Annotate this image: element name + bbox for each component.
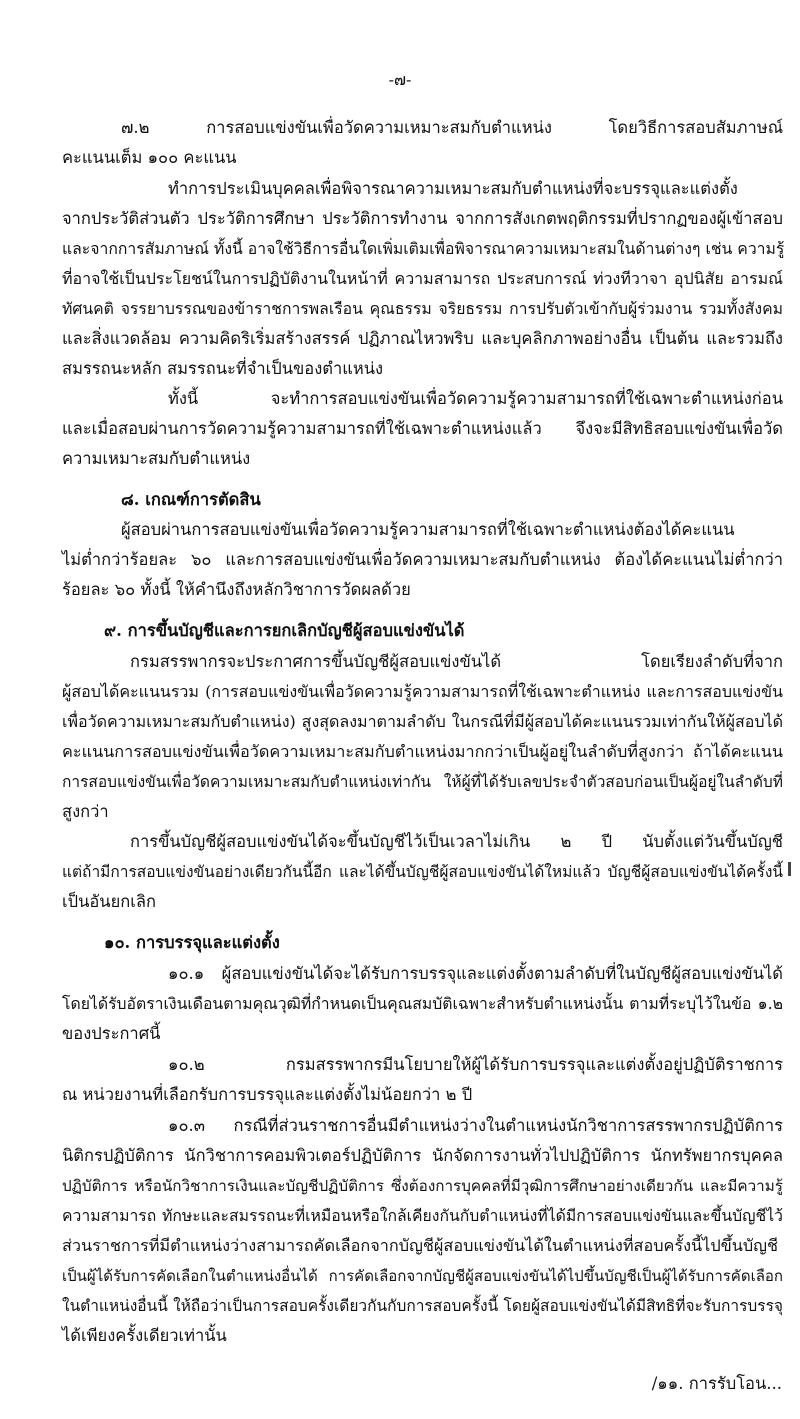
paragraph-line: ๑๐.๓ กรณีที่ส่วนราชการอื่นมีตำแหน่งว่างในตำแหน่งนักวิชาการสรรพากรปฏิบัติการ — [168, 1116, 783, 1135]
margin-mark — [788, 862, 791, 876]
paragraph-line: การขึ้นบัญชีผู้สอบแข่งขันได้จะขึ้นบัญชีไว้เป็นเวลาไม่เกิน ๒ ปี นับตั้งแต่วันขึ้นบัญชี — [130, 832, 783, 851]
paragraph-line: การสอบแข่งขันเพื่อวัดความเหมาะสมกับตำแหน่งเท่ากัน ให้ผู้ที่ได้รับเลขประจำตัวสอบก่อนเป็นผู้อยู่ในลำดับที่ — [62, 773, 783, 791]
paragraph-line: ผู้สอบผ่านการสอบแข่งขันเพื่อวัดความรู้ความสามารถที่ใช้เฉพาะตำแหน่งต้องได้คะแนน — [121, 520, 735, 539]
section-7-2-title-line: ๗.๒ การสอบแข่งขันเพื่อวัดความเหมาะสมกับตำแหน่ง โดยวิธีการสอบสัมภาษณ์ — [121, 118, 783, 137]
paragraph-line: เป็นอันยกเลิก — [62, 892, 156, 911]
paragraph-line: ปฏิบัติการ หรือนักวิชาการเงินและบัญชีปฏิบัติการ ซึ่งต้องการบุคคลที่มีวุฒิการศึกษาอย่างเดียวกัน และมีความรู้ — [62, 1177, 783, 1195]
paragraph-line: ๑๐.๑ ผู้สอบแข่งขันได้จะได้รับการบรรจุและแต่งตั้งตามลำดับที่ในบัญชีผู้สอบแข่งขันได้ — [168, 964, 783, 983]
paragraph-line: สมรรถนะหลัก สมรรถนะที่จำเป็นของตำแหน่ง — [62, 359, 384, 378]
paragraph-line: เป็นผู้ได้รับการคัดเลือกในตำแหน่งอื่นได้ การคัดเลือกจากบัญชีผู้สอบแข่งขันได้ไปขึ้นบัญชีเป็นผู้ได้รับการคัดเลือก — [62, 1267, 783, 1285]
section-7-2-score-line: คะแนนเต็ม ๑๐๐ คะแนน — [62, 148, 237, 167]
paragraph-line: ร้อยละ ๖๐ ทั้งนี้ ให้คำนึงถึงหลักวิชาการวัดผลด้วย — [62, 580, 411, 599]
paragraph-line: กรมสรรพากรจะประกาศการขึ้นบัญชีผู้สอบแข่งขันได้ โดยเรียงลำดับที่จาก — [130, 652, 783, 671]
paragraph-line: ทำการประเมินบุคคลเพื่อพิจารณาความเหมาะสมกับตำแหน่งที่จะบรรจุและแต่งตั้ง — [168, 179, 738, 198]
continuation-footer: /๑๑. การรับโอน... — [651, 1374, 782, 1393]
paragraph-line: ส่วนราชการที่มีตำแหน่งว่างสามารถคัดเลือกจากบัญชีผู้สอบแข่งขันได้ในตำแหน่งที่สอบครั้งนี้ไปขึ้นบัญชี — [62, 1236, 779, 1255]
paragraph-line: จากประวัติส่วนตัว ประวัติการศึกษา ประวัติการทำงาน จากการสังเกตพฤติกรรมที่ปรากฏของผู้เข้าสอบ — [62, 209, 783, 228]
paragraph-line: และเมื่อสอบผ่านการวัดความรู้ความสามารถที่ใช้เฉพาะตำแหน่งแล้ว จึงจะมีสิทธิสอบแข่งขันเพื่อวัด — [62, 419, 783, 438]
section-10-heading: ๑๐. การบรรจุและแต่งตั้ง — [104, 933, 280, 952]
paragraph-line: และจากการสัมภาษณ์ ทั้งนี้ อาจใช้วิธีการอื่นใดเพิ่มเติมเพื่อพิจารณาความเหมาะสมในด้านต่างๆ เช่น ความรู้ — [62, 239, 785, 258]
paragraph-line: เพื่อวัดความเหมาะสมกับตำแหน่ง) สูงสุดลงมาตามลำดับ ในกรณีที่มีผู้สอบได้คะแนนรวมเท่ากันให้ผู้สอบได้ — [62, 712, 783, 731]
paragraph-line: ไม่ต่ำกว่าร้อยละ ๖๐ และการสอบแข่งขันเพื่อวัดความเหมาะสมกับตำแหน่ง ต้องได้คะแนนไม่ต่ำกว่า — [62, 550, 783, 569]
paragraph-line: ได้เพียงครั้งเดียวเท่านั้น — [62, 1326, 227, 1345]
paragraph-line: ของประกาศนี้ — [62, 1024, 161, 1043]
paragraph-line: สูงกว่า — [62, 802, 109, 821]
paragraph-line: นิติกรปฏิบัติการ นักวิชาการคอมพิวเตอร์ปฏิบัติการ นักจัดการงานทั่วไปปฏิบัติการ นักทรัพยากรบุคคล — [62, 1146, 783, 1165]
paragraph-line: และสิ่งแวดล้อม ความคิดริเริ่มสร้างสรรค์ ปฏิภาณไหวพริบ และบุคลิกภาพอย่างอื่น เป็นต้น และรวมถึง — [62, 329, 783, 348]
paragraph-line: ความสามารถ ทักษะและสมรรถนะที่เหมือนหรือใกล้เคียงกันกับตำแหน่งที่ได้มีการสอบแข่งขันและขึ้นบัญชีไว้ — [62, 1206, 783, 1225]
paragraph-line: ในตำแหน่งอื่นนี้ ให้ถือว่าเป็นการสอบครั้งเดียวกันกับการสอบครั้งนี้ โดยผู้สอบแข่งขันได้มีสิทธิที่จะรับการบรรจุ — [62, 1297, 783, 1315]
paragraph-line: ที่อาจใช้เป็นประโยชน์ในการปฏิบัติงานในหน้าที่ ความสามารถ ประสบการณ์ ท่วงทีวาจา อุปนิสัย อารมณ์ — [62, 269, 784, 288]
section-9-heading: ๙. การขึ้นบัญชีและการยกเลิกบัญชีผู้สอบแข่งขันได้ — [104, 621, 465, 640]
paragraph-line: คะแนนการสอบแข่งขันเพื่อวัดความเหมาะสมกับตำแหน่งมากกว่าเป็นผู้อยู่ในลำดับที่สูงกว่า ถ้าได้คะแนน — [62, 742, 783, 761]
paragraph-line: ทัศนคติ จรรยาบรรณของข้าราชการพลเรือน คุณธรรม จริยธรรม การปรับตัวเข้ากับผู้ร่วมงาน รวมทั้งสังคม — [62, 299, 783, 318]
paragraph-line: ผู้สอบได้คะแนนรวม (การสอบแข่งขันเพื่อวัดความรู้ความสามารถที่ใช้เฉพาะตำแหน่ง และการสอบแข่งขัน — [62, 682, 783, 701]
paragraph-line: ณ หน่วยงานที่เลือกรับการบรรจุและแต่งตั้งไม่น้อยกว่า ๒ ปี — [62, 1085, 473, 1104]
paragraph-line: ทั้งนี้ จะทำการสอบแข่งขันเพื่อวัดความรู้ความสามารถที่ใช้เฉพาะตำแหน่งก่อน — [168, 389, 783, 408]
section-8-heading: ๘. เกณฑ์การตัดสิน — [121, 490, 261, 509]
page-number: -๗- — [388, 70, 412, 89]
paragraph-line: ๑๐.๒ กรมสรรพากรมีนโยบายให้ผู้ได้รับการบรรจุและแต่งตั้งอยู่ปฏิบัติราชการ — [168, 1055, 783, 1074]
paragraph-line: ความเหมาะสมกับตำแหน่ง — [62, 449, 251, 468]
paragraph-line: แต่ถ้ามีการสอบแข่งขันอย่างเดียวกันนี้อีก และได้ขึ้นบัญชีผู้สอบแข่งขันได้ใหม่แล้ว บัญชีผู้สอบแข่งขันได้ครั้งนี้ — [62, 863, 783, 881]
paragraph-line: โดยได้รับอัตราเงินเดือนตามคุณวุฒิที่กำหนดเป็นคุณสมบัติเฉพาะสำหรับตำแหน่งนั้น ตามที่ระบุไว้ในข้อ ๑.๒ — [62, 994, 783, 1013]
